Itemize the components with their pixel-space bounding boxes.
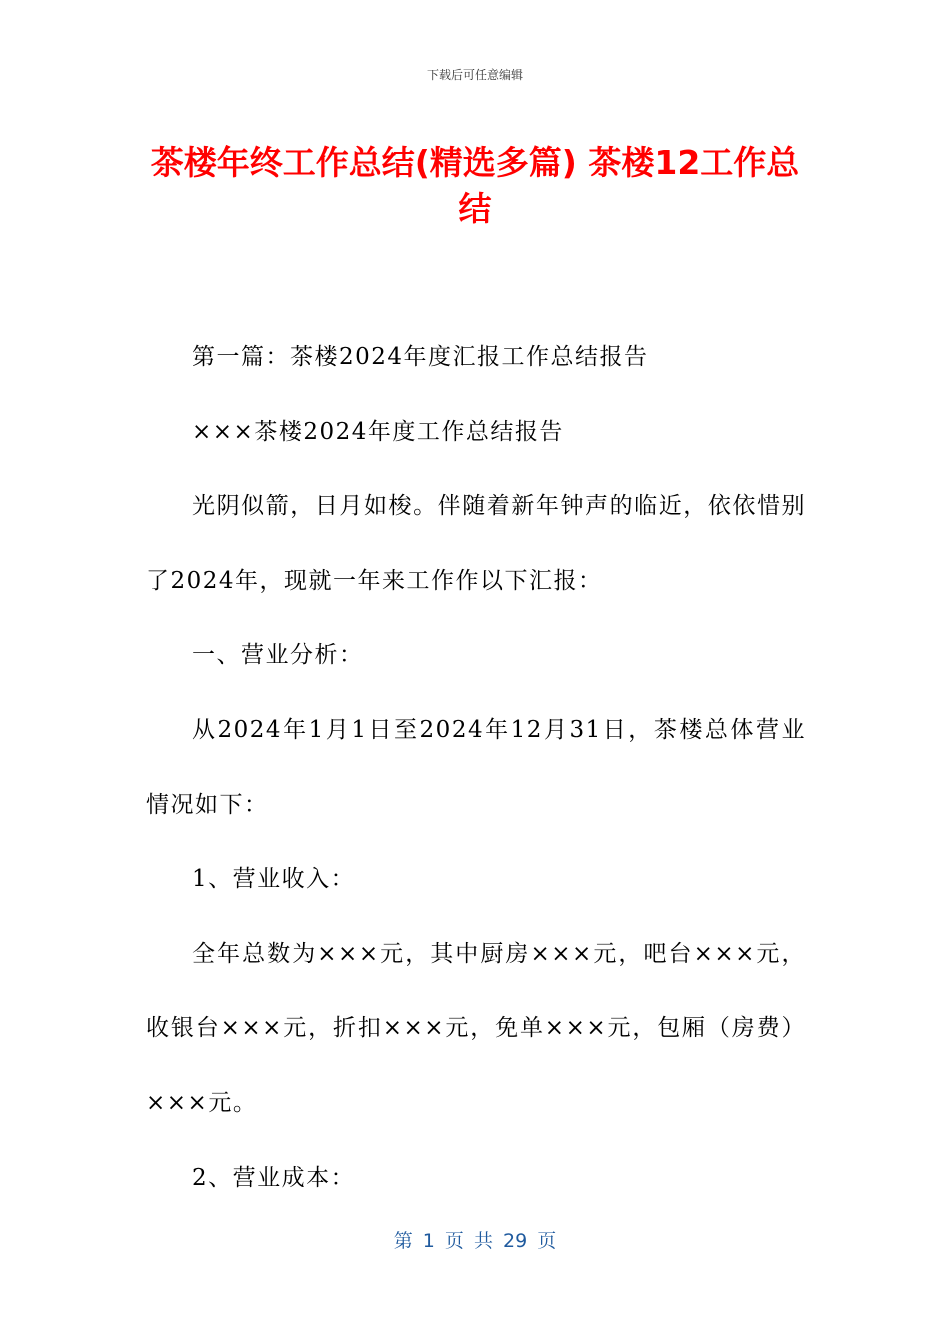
page-footer [0, 1226, 950, 1253]
page-header-note: 下载后可任意编辑 [426, 68, 523, 82]
document-title: 茶楼年终工作总结(精选多篇) 茶楼12工作总结 [150, 143, 800, 228]
page-prefix: 第 [393, 1230, 413, 1252]
total-pages-number: 29 [503, 1230, 528, 1252]
paragraph: 从2024年1月1日至2024年12月31日，茶楼总体营业情况如下： [146, 716, 806, 818]
paragraph: ×××茶楼2024年度工作总结报告 [192, 418, 564, 445]
paragraph: 光阴似箭，日月如梭。伴随着新年钟声的临近，依依惜别了2024年，现就一年来工作作以下汇报： [146, 493, 806, 594]
paragraph: 1、营业收入： [192, 866, 356, 893]
paragraph: 2、营业成本： [192, 1164, 356, 1191]
paragraph: 一、营业分析： [192, 642, 364, 669]
paragraph: 第一篇：茶楼2024年度汇报工作总结报告 [192, 344, 649, 370]
document-body [146, 320, 806, 1215]
page-suffix: 页 [537, 1230, 557, 1252]
current-page-number: 1 [422, 1230, 435, 1252]
paragraph: 全年总数为×××元，其中厨房×××元，吧台×××元，收银台×××元，折扣×××元，免单×××元，包厢（房费）×××元。 [146, 940, 806, 1116]
page-middle-text: 页 共 [444, 1230, 493, 1252]
